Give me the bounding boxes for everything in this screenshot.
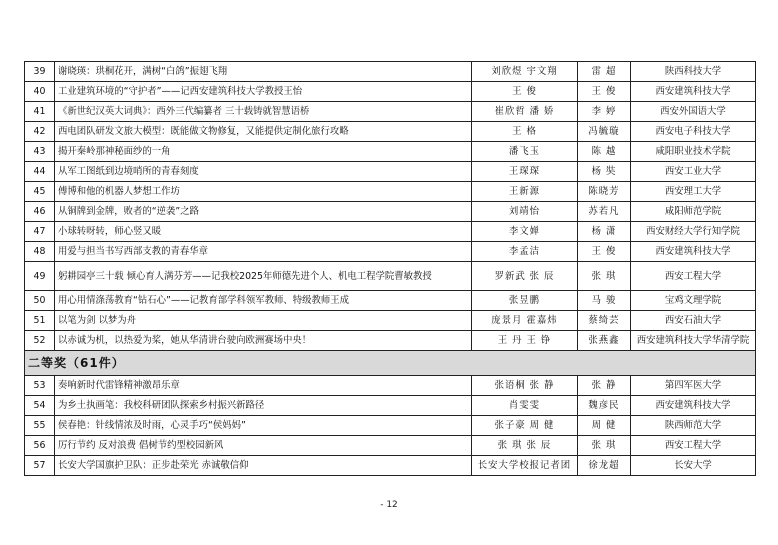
supervisor-cell: 雷 超 (578, 62, 631, 82)
table-row (25, 122, 756, 142)
supervisor-cell: 张 琪 (578, 262, 631, 291)
article-title: 长安大学国旗护卫队：正步赴荣光 赤诚敬信仰 (55, 456, 472, 476)
table-row (25, 182, 756, 202)
table-row (25, 376, 756, 396)
awards-table (24, 61, 756, 476)
author-cell: 王琛琛 (472, 162, 578, 182)
author-cell: 李孟洁 (472, 242, 578, 262)
school-cell: 西安财经大学行知学院 (631, 222, 756, 242)
school-cell: 西安建筑科技大学华清学院 (631, 331, 756, 351)
article-title: 《新世纪汉英大词典》：西外三代编纂者 三十载铸就智慧语桥 (55, 102, 472, 122)
row-number: 49 (25, 262, 55, 291)
author-cell: 肖雯雯 (472, 396, 578, 416)
article-title: 揭开秦岭那神秘面纱的一角 (55, 142, 472, 162)
article-title: 躬耕园亭三十载 倾心育人满芬芳——记我校2025年师德先进个人、机电工程学院曹敏教授 (55, 262, 472, 291)
table-row (25, 456, 756, 476)
table-row (25, 142, 756, 162)
supervisor-cell: 王 俊 (578, 82, 631, 102)
school-cell: 西安石油大学 (631, 311, 756, 331)
row-number: 46 (25, 202, 55, 222)
table-row (25, 162, 756, 182)
author-cell: 王 丹 王 铮 (472, 331, 578, 351)
page-number: - 12 (380, 500, 398, 510)
supervisor-cell: 张 琪 (578, 436, 631, 456)
row-number: 54 (25, 396, 55, 416)
row-number: 39 (25, 62, 55, 82)
supervisor-cell: 马 骏 (578, 291, 631, 311)
author-cell: 张语桐 张 静 (472, 376, 578, 396)
row-number: 56 (25, 436, 55, 456)
school-cell: 西安工业大学 (631, 162, 756, 182)
row-number: 57 (25, 456, 55, 476)
article-title: 小球转呀转，师心竖又暖 (55, 222, 472, 242)
school-cell: 西安建筑科技大学 (631, 82, 756, 102)
row-number: 52 (25, 331, 55, 351)
table-row (25, 202, 756, 222)
article-title: 侯春艳：针线情浓及时雨，心灵手巧“侯妈妈” (55, 416, 472, 436)
row-number: 45 (25, 182, 55, 202)
table-row (25, 102, 756, 122)
article-title: 用心用情涤荡教育“钻石心”——记教育部学科领军教师、特级教师王成 (55, 291, 472, 311)
article-title: 奏响新时代雷锋精神激昂乐章 (55, 376, 472, 396)
author-cell: 刘靖怡 (472, 202, 578, 222)
row-number: 48 (25, 242, 55, 262)
article-title: 谢晓瑛：珙桐花开，满树“白鸽”振翅飞翔 (55, 62, 472, 82)
supervisor-cell: 苏若凡 (578, 202, 631, 222)
school-cell: 陕西科技大学 (631, 62, 756, 82)
author-cell: 王 俊 (472, 82, 578, 102)
author-cell: 崔欣哲 潘 娇 (472, 102, 578, 122)
table-row (25, 62, 756, 82)
author-cell: 刘欣煜 宇文翔 (472, 62, 578, 82)
table-row (25, 262, 756, 291)
supervisor-cell: 周 健 (578, 416, 631, 436)
article-title: 以笔为剑 以梦为舟 (55, 311, 472, 331)
author-cell: 庞景月 霍嘉炜 (472, 311, 578, 331)
table-row (25, 222, 756, 242)
supervisor-cell: 杨 奘 (578, 162, 631, 182)
author-cell: 长安大学校报记者团 (472, 456, 578, 476)
school-cell: 宝鸡文理学院 (631, 291, 756, 311)
article-title: 西电团队研发文旅大模型：既能做文物修复，又能提供定制化旅行攻略 (55, 122, 472, 142)
supervisor-cell: 冯毓璇 (578, 122, 631, 142)
author-cell: 罗新武 张 辰 (472, 262, 578, 291)
section-title: 二等奖（61件） (25, 351, 756, 376)
article-title: 厉行节约 反对浪费 倡树节约型校园新风 (55, 436, 472, 456)
supervisor-cell: 张燕鑫 (578, 331, 631, 351)
school-cell: 西安建筑科技大学 (631, 242, 756, 262)
row-number: 50 (25, 291, 55, 311)
article-title: 为乡土执画笔：我校科研团队探索乡村振兴新路径 (55, 396, 472, 416)
row-number: 44 (25, 162, 55, 182)
table-row (25, 436, 756, 456)
supervisor-cell: 王 俊 (578, 242, 631, 262)
author-cell: 王新源 (472, 182, 578, 202)
supervisor-cell: 张 静 (578, 376, 631, 396)
school-cell: 第四军医大学 (631, 376, 756, 396)
school-cell: 陕西师范大学 (631, 416, 756, 436)
supervisor-cell: 陈晓芳 (578, 182, 631, 202)
school-cell: 西安建筑科技大学 (631, 396, 756, 416)
row-number: 43 (25, 142, 55, 162)
row-number: 42 (25, 122, 55, 142)
article-title: 用爱与担当书写西部支教的青春华章 (55, 242, 472, 262)
author-cell: 潘飞玉 (472, 142, 578, 162)
awards-table-body (25, 62, 756, 476)
school-cell: 长安大学 (631, 456, 756, 476)
row-number: 51 (25, 311, 55, 331)
row-number: 47 (25, 222, 55, 242)
school-cell: 西安电子科技大学 (631, 122, 756, 142)
table-row (25, 311, 756, 331)
row-number: 41 (25, 102, 55, 122)
school-cell: 西安理工大学 (631, 182, 756, 202)
school-cell: 西安工程大学 (631, 436, 756, 456)
table-row (25, 291, 756, 311)
table-row (25, 242, 756, 262)
article-title: 从铜牌到金牌，败者的“逆袭”之路 (55, 202, 472, 222)
author-cell: 王 格 (472, 122, 578, 142)
article-title: 傅博和他的机器人梦想工作坊 (55, 182, 472, 202)
author-cell: 李文婵 (472, 222, 578, 242)
table-row (25, 396, 756, 416)
row-number: 55 (25, 416, 55, 436)
article-title: 工业建筑环境的“守护者”——记西安建筑科技大学教授王怡 (55, 82, 472, 102)
row-number: 40 (25, 82, 55, 102)
author-cell: 张昱鹏 (472, 291, 578, 311)
school-cell: 咸阳职业技术学院 (631, 142, 756, 162)
section-header-row (25, 351, 756, 376)
table-row (25, 82, 756, 102)
supervisor-cell: 陈 越 (578, 142, 631, 162)
school-cell: 咸阳师范学院 (631, 202, 756, 222)
author-cell: 张 琪 张 辰 (472, 436, 578, 456)
article-title: 以赤诚为机，以热爱为桨，她从华清讲台驶向欧洲赛场中央！ (55, 331, 472, 351)
school-cell: 西安工程大学 (631, 262, 756, 291)
supervisor-cell: 魏彦民 (578, 396, 631, 416)
row-number: 53 (25, 376, 55, 396)
table-row (25, 416, 756, 436)
table-row (25, 331, 756, 351)
article-title: 从军工图纸到边境哨所的青春刻度 (55, 162, 472, 182)
supervisor-cell: 李 婷 (578, 102, 631, 122)
school-cell: 西安外国语大学 (631, 102, 756, 122)
author-cell: 张子豪 周 健 (472, 416, 578, 436)
supervisor-cell: 蔡绮芸 (578, 311, 631, 331)
supervisor-cell: 徐龙超 (578, 456, 631, 476)
supervisor-cell: 杨 潇 (578, 222, 631, 242)
